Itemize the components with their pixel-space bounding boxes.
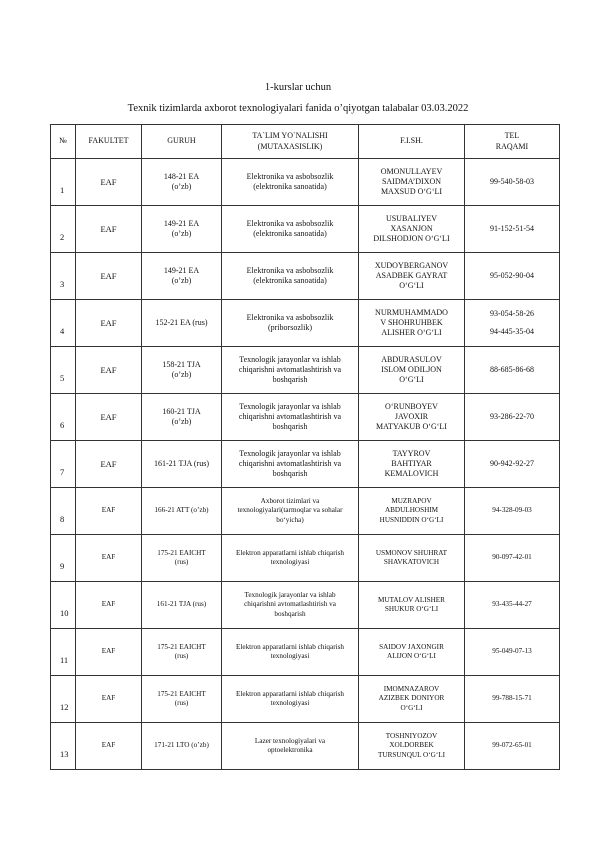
cell-direction-line: optoelektronika — [267, 746, 313, 754]
header-faculty: FAKULTET — [76, 125, 142, 159]
cell-faculty: EAF — [76, 629, 142, 676]
cell-direction — [222, 441, 359, 488]
cell-name — [359, 488, 465, 535]
cell-direction-line: chiqarishni avtomatlashtirish va — [238, 364, 342, 374]
cell-direction-line: chiqarishni avtomatlashtirish va — [238, 411, 342, 421]
cell-name-line: AZIZBEK DONIYOR — [378, 694, 445, 703]
cell-group — [142, 441, 222, 488]
cell-direction — [222, 300, 359, 347]
cell-direction-line: texnologiyalari(tarmoqlar va sohalar — [237, 506, 343, 515]
cell-direction-line: Lazer texnologiyalari va — [254, 736, 326, 745]
table-row — [51, 629, 560, 676]
cell-phone — [465, 159, 560, 206]
cell-direction-line: texnologiyasi — [270, 558, 310, 566]
cell-name — [359, 676, 465, 723]
cell-direction-line: Elektronika va asbobsozlik — [246, 312, 334, 322]
cell-phone — [465, 488, 560, 535]
cell-group-line: 175-21 EAICHT — [157, 642, 206, 651]
cell-name-line: O‘RUNBOYEV — [385, 401, 438, 411]
cell-name — [359, 300, 465, 347]
cell-group-line: (o’zb) — [171, 182, 192, 191]
cell-phone-line: 91-152-51-54 — [490, 223, 534, 233]
cell-name — [359, 723, 465, 770]
cell-direction-line: Texnologik jarayonlar va ishlab — [239, 354, 341, 364]
cell-group — [142, 394, 222, 441]
cell-name-line: ABDURASULOV — [381, 354, 442, 364]
cell-group — [142, 253, 222, 300]
cell-direction-line: texnologiyasi — [270, 652, 310, 660]
cell-direction-line: Texnologik jarayonlar va ishlab — [244, 591, 336, 600]
cell-phone — [465, 206, 560, 253]
cell-group-line: 152-21 EA (rus) — [155, 317, 208, 327]
cell-direction-line: bo‘yicha) — [276, 515, 304, 524]
cell-phone-line: 95-052-90-04 — [490, 270, 534, 280]
cell-num: 4 — [51, 300, 76, 347]
cell-group — [142, 488, 222, 535]
cell-name-line: O‘G‘LI — [399, 281, 424, 291]
table-row — [51, 676, 560, 723]
cell-num: 5 — [51, 347, 76, 394]
table-row — [51, 488, 560, 535]
cell-name-line: ABDULHOSHIM — [384, 506, 439, 515]
cell-phone — [465, 253, 560, 300]
cell-num: 7 — [51, 441, 76, 488]
cell-name-line: NURMUHAMMADO — [375, 307, 448, 317]
cell-name-line: SAIDOV JAXONGIR — [379, 642, 444, 651]
cell-group-line: (o’zb) — [171, 276, 192, 285]
cell-faculty: EAF — [76, 206, 142, 253]
cell-name-line: ALISHER O‘G‘LI — [381, 328, 442, 338]
cell-faculty: EAF — [76, 582, 142, 629]
students-table — [50, 124, 560, 770]
cell-group-line: 160-21 TJA — [162, 406, 201, 416]
cell-name-line: SAIDMA’DIXON — [381, 176, 442, 186]
cell-faculty: EAF — [76, 253, 142, 300]
cell-group-line: 149-21 EA — [163, 218, 200, 228]
cell-group-line: 171-21 LTO (o’zb) — [154, 741, 209, 750]
cell-faculty: EAF — [76, 441, 142, 488]
cell-phone-line: 93-286-22-70 — [490, 411, 534, 421]
cell-num: 1 — [51, 159, 76, 206]
cell-direction — [222, 394, 359, 441]
cell-direction-line: boshqarish — [272, 469, 308, 479]
cell-group-line: 148-21 EA — [163, 171, 200, 181]
cell-faculty: EAF — [76, 723, 142, 770]
cell-direction-line: Axborot tizimlari va — [260, 497, 320, 506]
cell-name-line: O‘G‘LI — [399, 375, 424, 385]
cell-phone-line: 99-072-65-01 — [492, 741, 532, 750]
cell-name — [359, 535, 465, 582]
cell-name-line: BAHTIYAR — [391, 458, 432, 468]
cell-direction-line: Elektronika va asbobsozlik — [246, 171, 334, 181]
cell-phone-line: 93-054-58-26 — [490, 308, 534, 318]
cell-direction — [222, 535, 359, 582]
cell-name-line: MAXSUD O‘G‘LI — [380, 187, 443, 197]
cell-name-line: XUDOYBERGANOV — [374, 260, 449, 270]
cell-faculty: EAF — [76, 535, 142, 582]
cell-name-line: SHAVKATOVICH — [383, 558, 440, 566]
cell-name — [359, 206, 465, 253]
cell-faculty: EAF — [76, 488, 142, 535]
cell-num: 11 — [51, 629, 76, 676]
cell-name-line: MUZRAPOV — [391, 497, 432, 506]
cell-group — [142, 206, 222, 253]
cell-name-line: TOSHNIYOZOV — [385, 732, 438, 741]
cell-phone — [465, 347, 560, 394]
cell-name-line: JAVOXIR — [394, 411, 429, 421]
cell-name — [359, 347, 465, 394]
cell-name-line: XASANJON — [390, 223, 433, 233]
heading-course: 1-kurslar uchun — [264, 82, 332, 93]
cell-direction-line: (elektronika sanoatida) — [253, 276, 327, 285]
header-phone: TEL RAQAMI — [465, 125, 560, 159]
header-num: № — [51, 125, 76, 159]
cell-num: 9 — [51, 535, 76, 582]
heading-subject: Texnik tizimlarda axborot texnologiyalari fanida o’qiyotgan talabalar 03.03.2022 — [127, 103, 469, 114]
cell-faculty: EAF — [76, 300, 142, 347]
cell-group — [142, 676, 222, 723]
cell-group — [142, 629, 222, 676]
cell-group-line: 161-21 TJA (rus) — [154, 458, 209, 468]
cell-num: 2 — [51, 206, 76, 253]
cell-direction-line: Elektron apparatlarni ishlab chiqarish — [236, 642, 344, 651]
cell-name-line: MATYAKUB O‘G‘LI — [376, 422, 447, 432]
cell-num: 6 — [51, 394, 76, 441]
cell-num: 12 — [51, 676, 76, 723]
cell-name-line: ISLOM ODILJON — [381, 364, 442, 374]
table-row — [51, 394, 560, 441]
cell-name-line: USUBALIYEV — [385, 213, 438, 223]
cell-name-line: OMONULLAYEV — [380, 166, 443, 176]
cell-direction-line: Elektronika va asbobsozlik — [246, 265, 334, 275]
cell-group-line: (o’zb) — [171, 370, 192, 379]
cell-direction-line: boshqarish — [272, 422, 308, 432]
header-group: GURUH — [142, 125, 222, 159]
cell-group — [142, 347, 222, 394]
cell-group-line: 149-21 EA — [163, 265, 200, 275]
cell-phone — [465, 676, 560, 723]
cell-phone — [465, 441, 560, 488]
cell-name — [359, 394, 465, 441]
cell-direction-line: boshqarish — [272, 375, 308, 385]
cell-name-line: ASADBEK GAYRAT — [375, 270, 448, 280]
cell-num: 13 — [51, 723, 76, 770]
cell-name-line: TURSUNQUL O‘G‘LI — [377, 750, 445, 759]
cell-direction — [222, 347, 359, 394]
cell-group — [142, 535, 222, 582]
cell-num: 8 — [51, 488, 76, 535]
cell-phone-line: 95-049-07-13 — [492, 647, 532, 656]
cell-name-line: KEMALOVICH — [384, 469, 439, 479]
cell-num: 10 — [51, 582, 76, 629]
cell-faculty: EAF — [76, 676, 142, 723]
cell-name-line: TAYYROV — [392, 448, 431, 458]
table-row — [51, 441, 560, 488]
cell-faculty: EAF — [76, 159, 142, 206]
cell-name-line: HUSNIDDIN O‘G‘LI — [379, 515, 444, 524]
cell-name-line: V SHOHRUHBEK — [380, 317, 443, 327]
table-header-row — [51, 125, 560, 159]
table-row — [51, 206, 560, 253]
cell-direction-line: Elektron apparatlarni ishlab chiqarish — [236, 689, 344, 698]
cell-phone — [465, 582, 560, 629]
cell-direction-line: (elektronika sanoatida) — [253, 229, 327, 238]
cell-phone-line: 90-942-92-27 — [490, 458, 534, 468]
cell-direction-line: Texnologik jarayonlar va ishlab — [239, 401, 341, 411]
cell-name-line: O‘G‘LI — [400, 703, 423, 712]
cell-direction-line: Texnologik jarayonlar va ishlab — [239, 448, 341, 458]
cell-direction-line: texnologiyasi — [270, 699, 310, 707]
cell-group-line: 161-21 TJA (rus) — [156, 600, 207, 609]
cell-name-line: SHUKUR O‘G‘LI — [384, 605, 439, 613]
cell-direction — [222, 253, 359, 300]
table-row — [51, 535, 560, 582]
cell-direction-line: Elektronika va asbobsozlik — [246, 218, 334, 228]
cell-group-line: (rus) — [174, 558, 189, 566]
cell-phone-line: 94-445-35-04 — [490, 327, 534, 336]
cell-group-line: 158-21 TJA — [162, 359, 201, 369]
cell-direction — [222, 582, 359, 629]
cell-name-line: XOLDORBEK — [389, 741, 434, 750]
table-row — [51, 159, 560, 206]
table-row — [51, 300, 560, 347]
cell-direction-line: boshqarish — [274, 609, 306, 618]
cell-direction-line: (elektronika sanoatida) — [253, 182, 327, 191]
cell-phone-line: 94-328-09-03 — [492, 506, 532, 515]
cell-name — [359, 159, 465, 206]
cell-direction-line: chiqarishni avtomatlashtirish va — [244, 600, 336, 609]
cell-direction-line: (priborsozlik) — [268, 323, 312, 332]
cell-direction — [222, 629, 359, 676]
cell-phone — [465, 535, 560, 582]
cell-direction — [222, 206, 359, 253]
cell-group-line: (o’zb) — [171, 417, 192, 426]
cell-phone — [465, 300, 560, 347]
cell-name-line: IMOMNAZAROV — [383, 685, 440, 694]
cell-direction — [222, 676, 359, 723]
cell-phone-line: 90-097-42-01 — [492, 553, 532, 562]
cell-direction-line: Elektron apparatlarni ishlab chiqarish — [236, 548, 344, 557]
cell-group-line: (rus) — [174, 652, 189, 660]
cell-group-line: (o’zb) — [171, 229, 192, 238]
cell-faculty: EAF — [76, 394, 142, 441]
header-direction: TA`LIM YO`NALISHI (MUTAXASISLIK) — [222, 125, 359, 159]
table-row — [51, 253, 560, 300]
cell-name-line: ALIJON O‘G‘LI — [387, 652, 436, 660]
cell-phone-line: 93-435-44-27 — [492, 600, 532, 609]
table-row — [51, 582, 560, 629]
cell-name-line: MUTALOV ALISHER — [378, 595, 445, 604]
cell-num: 3 — [51, 253, 76, 300]
cell-phone — [465, 723, 560, 770]
cell-direction — [222, 159, 359, 206]
cell-phone-line: 99-788-15-71 — [492, 694, 532, 703]
cell-phone-line: 99-540-58-03 — [490, 176, 534, 186]
cell-name-line: USMONOV SHUHRAT — [375, 548, 448, 557]
table-row — [51, 723, 560, 770]
cell-name — [359, 441, 465, 488]
cell-direction — [222, 723, 359, 770]
cell-direction — [222, 488, 359, 535]
cell-group-line: 175-21 EAICHT — [157, 548, 206, 557]
cell-direction-line: chiqarishni avtomatlashtirish va — [238, 458, 342, 468]
cell-name — [359, 253, 465, 300]
table-row — [51, 347, 560, 394]
cell-group-line: 175-21 EAICHT — [157, 689, 206, 698]
cell-phone — [465, 394, 560, 441]
cell-phone-line: 88-685-86-68 — [490, 364, 534, 374]
cell-phone — [465, 629, 560, 676]
cell-group-line: (rus) — [174, 699, 189, 707]
cell-name — [359, 582, 465, 629]
cell-name — [359, 629, 465, 676]
cell-group — [142, 582, 222, 629]
cell-group-line: 166-21 ATT (o’zb) — [154, 506, 209, 515]
cell-name-line: DILSHODJON O‘G‘LI — [373, 234, 450, 244]
cell-faculty: EAF — [76, 347, 142, 394]
cell-group — [142, 723, 222, 770]
header-name: F.I.SH. — [359, 125, 465, 159]
cell-group — [142, 159, 222, 206]
cell-group — [142, 300, 222, 347]
